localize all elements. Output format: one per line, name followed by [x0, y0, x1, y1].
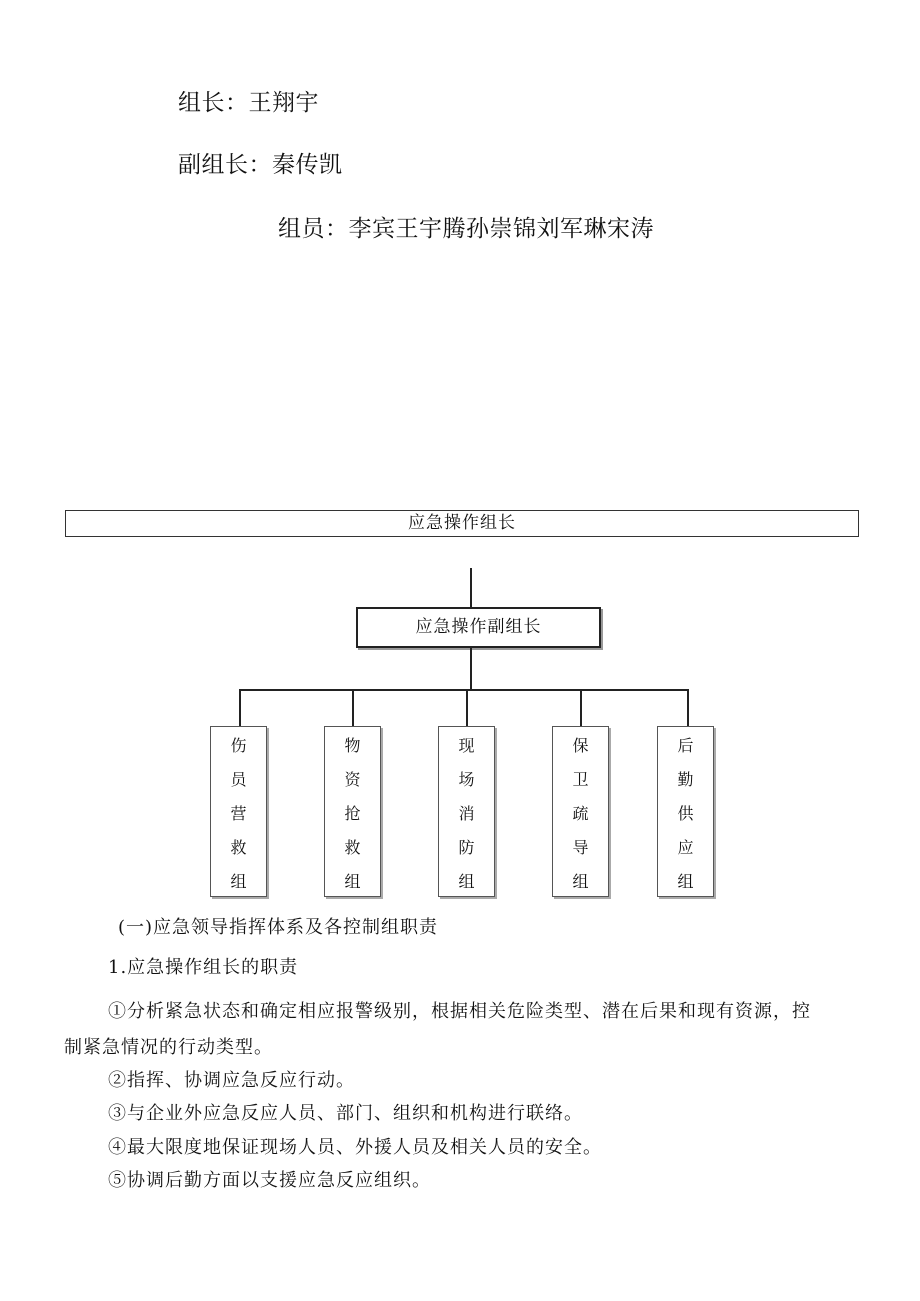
duty-item: ⑤协调后勤方面以支援应急反应组织。 [108, 1170, 431, 1191]
group-char: 后 [677, 736, 694, 755]
group-char: 疏 [572, 804, 589, 823]
group-char: 防 [458, 838, 475, 857]
staff-line: 组员：李宾王宇腾孙崇锦刘军琳宋涛 [278, 216, 654, 242]
duty-item: ④最大限度地保证现场人员、外援人员及相关人员的安全。 [108, 1137, 602, 1158]
deputy-line: 副组长：秦传凯 [178, 152, 343, 178]
connector-line [580, 689, 582, 726]
subsection-heading: 1.应急操作组长的职责 [108, 957, 299, 978]
connector-line [352, 689, 354, 726]
group-char: 消 [458, 804, 475, 823]
group-char: 现 [458, 736, 475, 755]
duty-item: ①分析紧急状态和确定相应报警级别，根据相关危险类型、潜在后果和现有资源，控 [108, 1001, 811, 1022]
connector-line [239, 689, 689, 691]
group-char: 救 [344, 838, 361, 857]
group-char: 应 [677, 838, 694, 857]
duty-item: 制紧急情况的行动类型。 [64, 1037, 273, 1058]
group-char: 物 [344, 736, 361, 755]
group-char: 资 [344, 770, 361, 789]
group-char: 员 [230, 770, 247, 789]
org-chart-deputy-box: 应急操作副组长 [356, 607, 601, 648]
group-char: 伤 [230, 736, 247, 755]
group-char: 营 [230, 804, 247, 823]
group-char: 抢 [344, 804, 361, 823]
group-char: 供 [677, 804, 694, 823]
group-box-material-rescue [324, 726, 381, 897]
section-heading: (一)应急领导指挥体系及各控制组职责 [118, 917, 439, 938]
connector-line [466, 689, 468, 726]
org-chart-top-box: 应急操作组长 [65, 510, 859, 537]
group-char: 导 [572, 838, 589, 857]
group-char: 组 [344, 872, 361, 891]
connector-line [239, 689, 241, 726]
group-char: 勤 [677, 770, 694, 789]
group-char: 卫 [572, 770, 589, 789]
group-char: 组 [230, 872, 247, 891]
group-char: 组 [677, 872, 694, 891]
connector-line [470, 568, 472, 607]
connector-line [470, 648, 472, 690]
group-char: 救 [230, 838, 247, 857]
group-char: 场 [458, 770, 475, 789]
group-box-logistics-supply [657, 726, 714, 897]
group-char: 组 [572, 872, 589, 891]
group-char: 组 [458, 872, 475, 891]
group-box-medical-rescue [210, 726, 267, 897]
group-box-security-evacuation [552, 726, 609, 897]
group-char: 保 [572, 736, 589, 755]
leader-line: 组长：王翔宇 [178, 90, 319, 116]
connector-line [687, 689, 689, 726]
duty-item: ③与企业外应急反应人员、部门、组织和机构进行联络。 [108, 1103, 583, 1124]
group-box-fire-fighting [438, 726, 495, 897]
duty-item: ②指挥、协调应急反应行动。 [108, 1070, 355, 1091]
